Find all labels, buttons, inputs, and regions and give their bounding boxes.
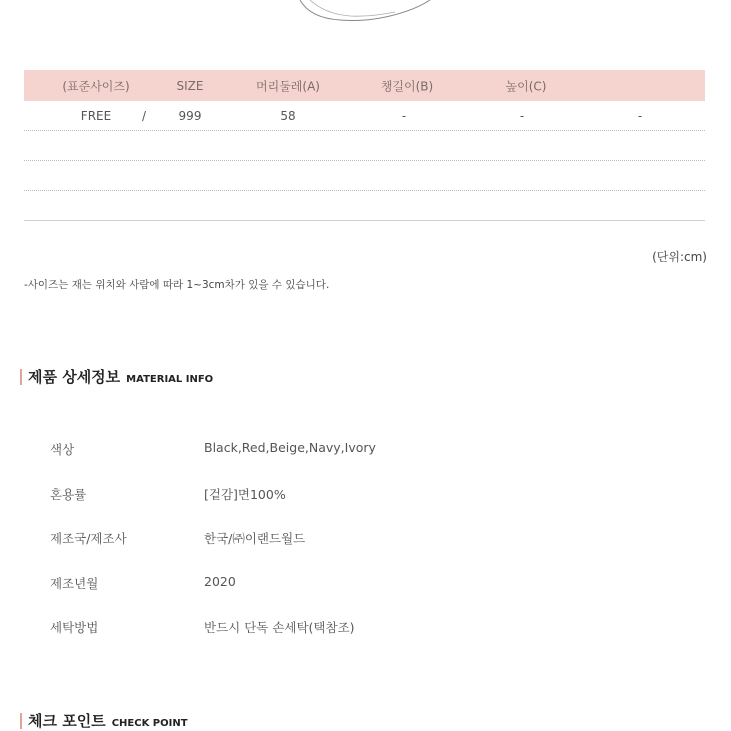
- header-brim-length: 챙길이(B): [380, 79, 434, 93]
- size-table-header: [24, 70, 705, 101]
- section-accent-bar: [20, 369, 22, 385]
- info-value: [겉감]면100%: [204, 486, 286, 502]
- header-head-circumference: 머리둘레(A): [256, 79, 320, 93]
- check-point-title: [20, 710, 188, 731]
- material-title-en: MATERIAL INFO: [126, 374, 214, 385]
- table-row: [24, 101, 705, 131]
- info-row-color: [50, 440, 650, 485]
- material-title-ko: 제품 상세정보: [28, 368, 121, 386]
- cell-extra: -: [637, 108, 643, 123]
- info-value: Black,Red,Beige,Navy,Ivory: [204, 440, 376, 455]
- size-disclaimer: -사이즈는 재는 위치와 사람에 따라 1~3cm차가 있을 수 있습니다.: [24, 279, 330, 291]
- size-table: [24, 70, 705, 221]
- table-row-empty: [24, 191, 705, 220]
- check-title-ko: 체크 포인트: [28, 712, 106, 730]
- info-value: 반드시 단독 손세탁(택참조): [204, 620, 355, 635]
- hat-sketch-illustration: [290, 0, 440, 24]
- table-bottom-border: [24, 220, 705, 221]
- cell-size-name: FREE: [80, 108, 112, 123]
- info-label: 혼용률: [50, 486, 87, 502]
- section-accent-bar: [20, 713, 22, 729]
- info-label: 제조국/제조사: [50, 531, 127, 546]
- table-row-empty: [24, 131, 705, 161]
- info-row-origin: [50, 529, 650, 574]
- info-label: 세탁방법: [50, 620, 99, 635]
- info-value: 한국/㈜이랜드월드: [204, 531, 306, 546]
- cell-height: -: [519, 108, 525, 123]
- info-label: 색상: [50, 442, 75, 457]
- table-row-empty: [24, 161, 705, 191]
- header-size: SIZE: [176, 78, 204, 93]
- header-height: 높이(C): [505, 79, 547, 93]
- material-info-title: [20, 366, 213, 387]
- cell-separator: /: [141, 108, 147, 123]
- cell-brim-length: -: [401, 108, 407, 123]
- info-value: 2020: [204, 573, 236, 589]
- info-row-composition: [50, 485, 650, 530]
- cell-head-circumference: 58: [280, 108, 296, 123]
- info-row-manufacture-date: [50, 574, 650, 619]
- header-standard-size: (표준사이즈): [62, 79, 130, 93]
- material-info-list: [50, 440, 650, 663]
- info-row-washing: [50, 618, 650, 663]
- check-title-en: CHECK POINT: [111, 718, 188, 729]
- unit-note: (단위:cm): [652, 250, 707, 264]
- info-label: 제조년월: [50, 575, 99, 591]
- cell-size-code: 999: [178, 108, 202, 123]
